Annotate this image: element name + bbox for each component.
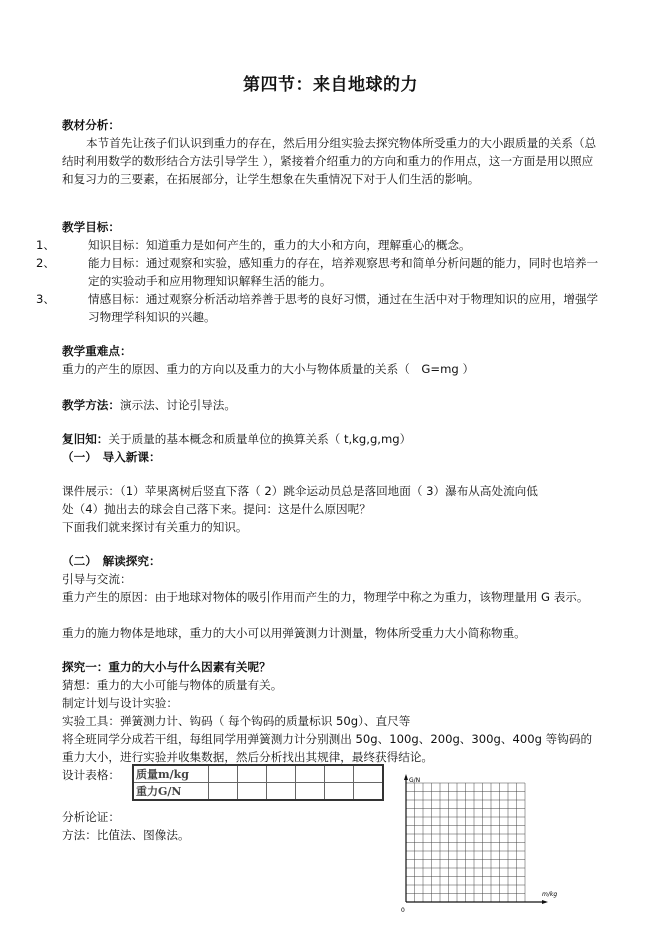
y-axis-arrow — [404, 774, 408, 780]
review-text: 关于质量的基本概念和质量单位的换算关系（ t,kg,g,mg） — [108, 432, 412, 446]
table-cell — [354, 783, 384, 801]
y-axis-label: G/N — [409, 777, 421, 784]
table-cell — [209, 783, 238, 801]
goal-num-3: 3、 — [36, 292, 55, 306]
methods-line — [62, 396, 236, 414]
key-points-heading: 教学重难点： — [62, 344, 132, 358]
grid-lines — [406, 783, 525, 902]
explore-cause: 重力产生的原因：由于地球对物体的吸引作用而产生的力，物理学中称之为重力，该物理量用 G 表示。 — [62, 590, 589, 604]
inquiry-table-label: 设计表格： — [62, 768, 120, 782]
inquiry-method: 方法：比值法、图像法。 — [62, 828, 190, 842]
methods-heading: 教学方法： — [62, 398, 120, 412]
goal-item-3 — [36, 290, 602, 326]
goal-item-2 — [36, 254, 602, 290]
table-cell — [296, 765, 325, 783]
origin-label: 0 — [401, 907, 405, 914]
review-line — [62, 430, 411, 448]
table-cell — [325, 783, 354, 801]
methods-text: 演示法、讨论引导法。 — [119, 398, 236, 412]
key-points-text: 重力的产生的原因、重力的方向以及重力的大小与物体质量的关系（ G=mg ） — [62, 362, 475, 376]
intro-line-3: 下面我们就来探讨有关重力的知识。 — [62, 520, 248, 534]
review-heading: 复旧知： — [62, 432, 109, 446]
inquiry-plan: 制定计划与设计实验： — [62, 696, 178, 710]
goals-heading: 教学目标： — [62, 220, 120, 234]
table-cell — [325, 765, 354, 783]
goal-text-2: 能力目标：通过观察和实验，感知重力的存在，培养观察思考和简单分析问题的能力，同时也培养一定的实验动手和应用物理知识解释生活的能力。 — [88, 256, 599, 288]
table-cell — [238, 765, 267, 783]
inquiry-tools: 实验工具：弹簧测力计、钩码（ 每个钩码的质量标识 50g）、直尺等 — [62, 714, 411, 728]
table-row-mass — [133, 765, 383, 783]
table-cell — [267, 783, 296, 801]
intro-line-2: 处（4）抛出去的球会自己落下来。提问：这是什么原因呢？ — [62, 502, 371, 516]
g-m-grid-graph — [396, 772, 586, 922]
explore-heading: （二） 解读探究： — [62, 554, 161, 568]
inquiry-guess: 猜想：重力的大小可能与物体的质量有关。 — [62, 678, 283, 692]
goal-item-1 — [36, 236, 602, 254]
intro-line-1: 课件展示：（1）苹果离树后竖直下落（ 2）跳伞运动员总是落回地面（ 3）瀑布从高处流向低 — [62, 484, 538, 498]
goal-num-1: 1、 — [36, 238, 55, 252]
x-axis-label: m/kg — [542, 891, 558, 898]
inquiry-heading: 探究一：重力的大小与什么因素有关呢？ — [62, 660, 271, 674]
page-title: 第四节：来自地球的力 — [243, 75, 418, 95]
table-cell — [354, 765, 384, 783]
goal-text-1: 知识目标：知道重力是如何产生的，重力的大小和方向，理解重心的概念。 — [88, 238, 471, 252]
table-cell — [296, 783, 325, 801]
inquiry-analysis: 分析论证： — [62, 810, 120, 824]
x-axis-arrow — [542, 900, 548, 904]
table-cell — [238, 783, 267, 801]
goal-text-3: 情感目标：通过观察分析活动培养善于思考的良好习惯，通过在生活中对于物理知识的应用，增强学习物理学科知识的兴趣。 — [88, 292, 599, 324]
explore-source: 重力的施力物体是地球，重力的大小可以用弹簧测力计测量，物体所受重力大小简称物重。 — [62, 626, 526, 640]
intro-heading: （一） 导入新课： — [62, 450, 161, 464]
table-cell — [267, 765, 296, 783]
table-row-weight — [133, 783, 383, 801]
design-table — [132, 764, 384, 801]
analysis-heading: 教材分析： — [62, 118, 120, 132]
table-head-weight: 重力G/N — [133, 783, 209, 801]
explore-guide: 引导与交流： — [62, 572, 132, 586]
goal-num-2: 2、 — [36, 256, 55, 270]
table-head-mass: 质量m/kg — [133, 765, 209, 783]
table-cell — [209, 765, 238, 783]
inquiry-steps: 将全班同学分成若干组，每组同学用弹簧测力计分别测出 50g、100g、200g、300g、400g 等钩码的重力大小，进行实验并收集数据，然后分析找出其规律，最终获得结论。 — [62, 732, 593, 764]
analysis-text: 本节首先让孩子们认识到重力的存在，然后用分组实验去探究物体所受重力的大小跟质量的关系（总结时利用数学的数形结合方法引导学生 ），紧接着介绍重力的方向和重力的作用点，这一方面是用以照应和复习力的三要素，在拓展部分，让学生想象在失重情况下对于人们生活的影响。 — [62, 136, 597, 186]
